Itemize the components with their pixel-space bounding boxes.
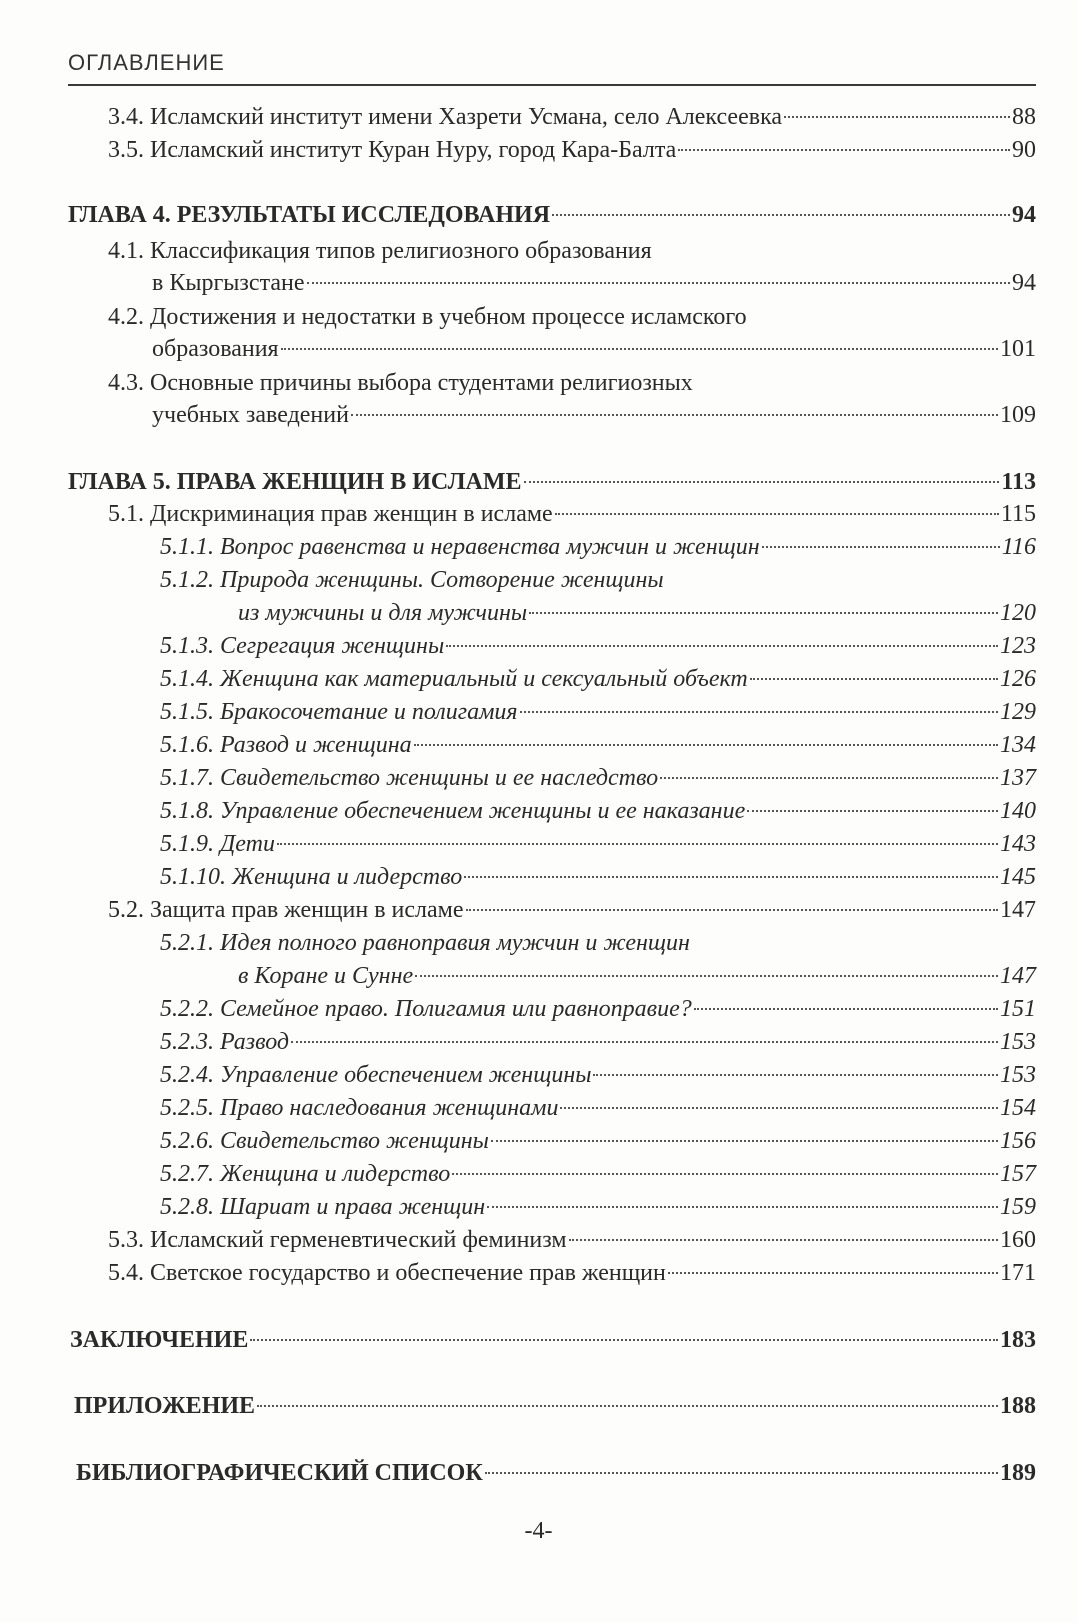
page-header-title: ОГЛАВЛЕНИЕ [68,50,225,75]
leader-dots [668,1271,998,1274]
toc-subsection: 5.2.2. Семейное право. Полигамия или равноправие? 151 [160,996,1036,1022]
leader-dots [529,611,998,614]
toc-subsection: 5.1.10. Женщина и лидерство 145 [160,864,1036,890]
leader-dots [446,644,998,647]
leader-dots [593,1073,998,1076]
leader-dots [762,545,1000,548]
toc-subsection: 5.2.4. Управление обеспечением женщины 153 [160,1062,1036,1088]
toc-subsection: 5.2.5. Право наследования женщинами 154 [160,1095,1036,1121]
leader-dots [464,875,998,878]
toc-chapter: ПРИЛОЖЕНИЕ 188 [74,1393,1036,1419]
leader-dots [491,1139,998,1142]
page-header [68,44,1036,86]
leader-dots [747,809,998,812]
toc-subsection: 5.2.7. Женщина и лидерство 157 [160,1161,1036,1187]
toc-entry: в Кыргызстане 94 [152,270,1036,296]
leader-dots [487,1205,998,1208]
leader-dots [694,1007,998,1010]
toc-entry: 5.3. Исламский герменевтический феминизм 160 [108,1227,1036,1253]
leader-dots [291,1040,998,1043]
leader-dots [257,1404,998,1407]
leader-dots [784,115,1010,118]
toc-chapter: ГЛАВА 5. ПРАВА ЖЕНЩИН В ИСЛАМЕ 113 [68,469,1036,495]
toc-subsection: 5.1.8. Управление обеспечением женщины и ее наказание 140 [160,798,1036,824]
leader-dots [750,677,998,680]
toc-subsection: 5.1.4. Женщина как материальный и сексуальный объект 126 [160,666,1036,692]
toc-entry-first-line: 4.3. Основные причины выбора студентами религиозных [108,370,693,396]
toc-subsection: 5.2.3. Развод 153 [160,1029,1036,1055]
toc-entry: образования 101 [152,336,1036,362]
leader-dots [466,908,999,911]
toc-subsection: в Коране и Сунне 147 [238,963,1036,989]
leader-dots [307,281,1011,284]
toc-subsection: 5.1.7. Свидетельство женщины и ее наследство 137 [160,765,1036,791]
leader-dots [277,842,998,845]
toc-subsection-first-line: 5.1.2. Природа женщины. Сотворение женщины [160,567,664,593]
page-number: -4- [524,1518,553,1544]
leader-dots [414,743,998,746]
toc-subsection-first-line: 5.2.1. Идея полного равноправия мужчин и женщин [160,930,690,956]
leader-dots [485,1471,998,1474]
toc-subsection: 5.1.5. Бракосочетание и полигамия 129 [160,699,1036,725]
toc-entry: 5.4. Светское государство и обеспечение прав женщин 171 [108,1260,1036,1286]
toc-entry: 3.4. Исламский институт имени Хазрети Усмана, село Алексеевка 88 [108,104,1036,130]
leader-dots [415,974,998,977]
leader-dots [351,413,998,416]
toc-entry: 3.5. Исламский институт Куран Нуру, город Кара-Балта 90 [108,137,1036,163]
leader-dots [678,148,1010,151]
leader-dots [560,1106,998,1109]
toc-subsection: из мужчины и для мужчины 120 [238,600,1036,626]
toc-chapter: ЗАКЛЮЧЕНИЕ 183 [70,1327,1036,1353]
leader-dots [524,480,1000,483]
toc-entry: 5.1. Дискриминация прав женщин в исламе 115 [108,501,1036,527]
toc-subsection: 5.1.1. Вопрос равенства и неравенства мужчин и женщин 116 [160,534,1036,560]
toc-subsection: 5.2.6. Свидетельство женщины 156 [160,1128,1036,1154]
toc-subsection: 5.2.8. Шариат и права женщин 159 [160,1194,1036,1220]
leader-dots [452,1172,998,1175]
leader-dots [555,512,999,515]
leader-dots [250,1338,998,1341]
leader-dots [552,213,1010,216]
toc-entry: 5.2. Защита прав женщин в исламе 147 [108,897,1036,923]
toc-chapter: БИБЛИОГРАФИЧЕСКИЙ СПИСОК 189 [76,1460,1036,1486]
toc-chapter: ГЛАВА 4. РЕЗУЛЬТАТЫ ИССЛЕДОВАНИЯ 94 [68,202,1036,228]
toc-entry: учебных заведений 109 [152,402,1036,428]
leader-dots [569,1238,998,1241]
toc-subsection: 5.1.3. Сегрегация женщины 123 [160,633,1036,659]
leader-dots [281,347,998,350]
toc-entry-first-line: 4.1. Классификация типов религиозного образования [108,238,652,264]
toc-entry-first-line: 4.2. Достижения и недостатки в учебном процессе исламского [108,304,747,330]
toc-subsection: 5.1.9. Дети 143 [160,831,1036,857]
leader-dots [520,710,998,713]
toc-subsection: 5.1.6. Развод и женщина 134 [160,732,1036,758]
leader-dots [660,776,998,779]
